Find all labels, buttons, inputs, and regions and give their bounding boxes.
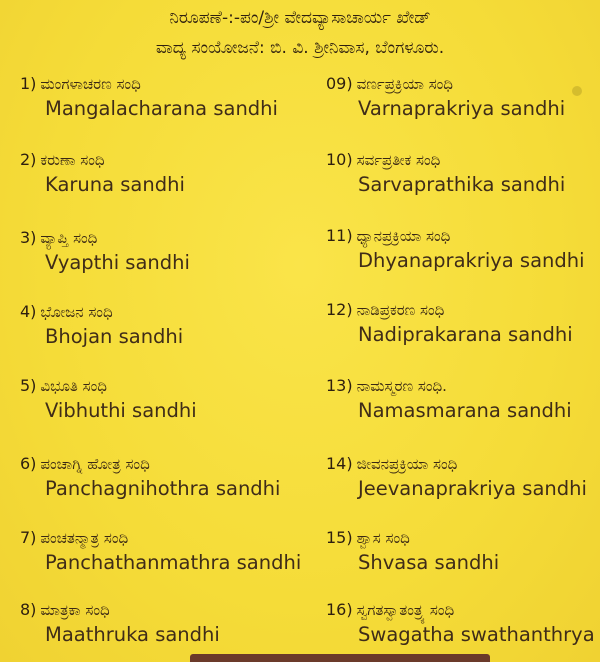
item-title-english: Varnaprakriya sandhi xyxy=(358,97,566,120)
item-number: 3) xyxy=(20,228,37,247)
item-title-english: Panchagnihothra sandhi xyxy=(45,477,281,500)
item-title-kannada: ಮಂಗಳಾಚರಣ ಸಂಧಿ xyxy=(40,75,141,93)
item-number: 11) xyxy=(326,226,353,245)
item-number: 2) xyxy=(20,150,37,169)
list-item xyxy=(326,74,600,120)
item-title-english: Swagatha swathanthrya xyxy=(358,623,595,646)
list-item xyxy=(326,600,600,646)
item-title-english: Bhojan sandhi xyxy=(45,325,184,348)
item-title-kannada: ಶ್ವಾಸ ಸಂಧಿ xyxy=(356,529,410,547)
list-item xyxy=(326,376,600,422)
item-title-english: Shvasa sandhi xyxy=(358,551,500,574)
music-credit: ವಾದ್ಯ ಸಂಯೋಜನೆ: ಬಿ. ವಿ. ಶ್ರೀನಿವಾಸ, ಬೆಂಗಳೂರು. xyxy=(155,38,445,58)
list-item xyxy=(20,454,300,500)
item-title-kannada: ಕರುಣಾ ಸಂಧಿ xyxy=(40,151,105,169)
item-title-english: Namasmarana sandhi xyxy=(358,399,572,422)
list-item xyxy=(20,74,300,120)
item-number: 1) xyxy=(20,74,37,93)
item-number: 8) xyxy=(20,600,37,619)
item-number: 10) xyxy=(326,150,353,169)
item-title-kannada: ಸರ್ವಪ್ರತೀಕ ಸಂಧಿ xyxy=(356,151,441,169)
item-title-kannada: ಪಂಚತನ್ಮಾತ್ರ ಸಂಧಿ xyxy=(40,529,129,547)
item-number: 5) xyxy=(20,376,37,395)
item-title-english: Vibhuthi sandhi xyxy=(45,399,197,422)
item-title-english: Maathruka sandhi xyxy=(45,623,220,646)
item-title-english: Mangalacharana sandhi xyxy=(45,97,278,120)
item-number: 14) xyxy=(326,454,353,473)
item-title-english: Nadiprakarana sandhi xyxy=(358,323,573,346)
item-title-kannada: ವ್ಯಾಪ್ತಿ ಸಂಧಿ xyxy=(40,229,98,247)
item-title-kannada: ಜೀವನಪ್ರಕ್ರಿಯಾ ಸಂಧಿ xyxy=(356,455,458,473)
footer-band xyxy=(190,654,490,662)
list-item xyxy=(326,528,600,574)
list-item xyxy=(326,454,600,500)
item-title-kannada: ಸ್ವಗತಸ್ವಾತಂತ್ರ್ಯ ಸಂಧಿ xyxy=(356,601,455,619)
item-title-kannada: ಧ್ಯಾನಪ್ರಕ್ರಿಯಾ ಸಂಧಿ xyxy=(356,227,451,245)
list-item xyxy=(326,150,600,196)
item-title-kannada: ಮಾತ್ರಕಾ ಸಂಧಿ xyxy=(40,601,110,619)
item-title-kannada: ವಿಭೂತಿ ಸಂಧಿ xyxy=(40,377,107,395)
list-item xyxy=(326,226,600,272)
item-title-english: Panchathanmathra sandhi xyxy=(45,551,302,574)
item-number: 7) xyxy=(20,528,37,547)
item-title-kannada: ನಾಡಿಪ್ರಕರಣ ಸಂಧಿ xyxy=(356,301,445,319)
list-item xyxy=(20,150,300,196)
list-item xyxy=(326,300,600,346)
item-number: 15) xyxy=(326,528,353,547)
list-item xyxy=(20,228,300,274)
item-title-english: Karuna sandhi xyxy=(45,173,185,196)
item-title-kannada: ಪಂಚಾಗ್ನಿ ಹೋತ್ರ ಸಂಧಿ xyxy=(40,455,150,473)
list-item xyxy=(20,600,300,646)
list-item xyxy=(20,376,300,422)
item-title-english: Vyapthi sandhi xyxy=(45,251,190,274)
item-number: 12) xyxy=(326,300,353,319)
item-number: 09) xyxy=(326,74,353,93)
item-title-kannada: ವರ್ಣಪ್ರಕ್ರಿಯಾ ಸಂಧಿ xyxy=(356,75,453,93)
item-title-english: Sarvaprathika sandhi xyxy=(358,173,566,196)
item-title-kannada: ಭೋಜನ ಸಂಧಿ xyxy=(40,303,113,321)
narration-credit: ನಿರೂಪಣೆ-:-ಪಂ/ಶ್ರೀ ವೇದವ್ಯಾಸಾಚಾರ್ಯ ಖೇಡ್ xyxy=(169,8,431,28)
item-number: 6) xyxy=(20,454,37,473)
item-number: 4) xyxy=(20,302,37,321)
item-title-kannada: ನಾಮಸ್ಮರಣ ಸಂಧಿ. xyxy=(356,377,447,395)
item-number: 16) xyxy=(326,600,353,619)
list-item xyxy=(20,528,300,574)
list-item xyxy=(20,302,300,348)
item-title-english: Jeevanaprakriya sandhi xyxy=(358,477,587,500)
item-title-english: Dhyanaprakriya sandhi xyxy=(358,249,585,272)
item-number: 13) xyxy=(326,376,353,395)
